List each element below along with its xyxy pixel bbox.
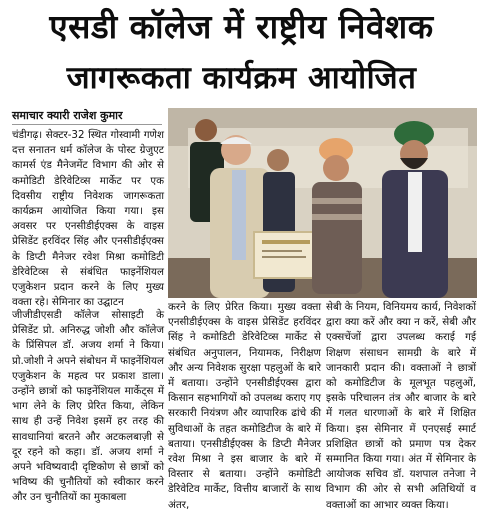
person-center-head [267,149,289,171]
certificate [254,232,318,278]
photo-illustration [168,108,477,298]
person-student-head [323,155,349,181]
certificate-title-line [262,240,310,244]
person-left-head [195,119,217,141]
person-right-shirt [408,172,422,252]
byline: समाचार क्यारी राजेश कुमार [12,108,162,125]
headline-line-1: एसडी कॉलेज में राष्ट्रीय निवेशक [49,7,434,46]
certificate-presentation-photo [168,108,477,298]
article-column-1-bottom: जीजीडीएसडी कॉलेज सोसाइटी के प्रेसिडेंट प्रो. अनिरुद्ध जोशी और कॉलेज के प्रिंसिपल डॉ. अजय शर्मा ने किया। प्रो.जोशी ने अपने संबोधन में फाइनेंशियल एजुकेशन के महत्व पर प्रकाश डाला। उन्होंने छात्रों को फाइनेंशियल मार्केट्स में भाग लेने के लिए प्रेरित किया, लेकिन साथ ही उन्हें निवेश इसमें हर तरह की सावधानियां बरतने और अटकलबाज़ी से दूर रहने को कहा। डॉ. अजय शर्मा ने अपने भविष्यवादी दृष्टिकोण से छात्रों को भविष्य की चुनौतियों को स्वीकार करने और उन चुनौतियों का मुकाबला [12,309,164,504]
headline-line-2: जागरूकता कार्यक्रम आयोजित [66,60,417,96]
certificate-text-line [262,256,306,258]
article-column-1-top: चंडीगढ़। सेक्टर-32 स्थित गोस्वामी गणेश दत्त सनातन धर्म कॉलेज के पोस्ट ग्रेजुएट कामर्स एंड मैनेजमेंट विभाग की ओर से कमोडिटी डेरिवेटिव्स मार्केट पर एक दिवसीय राष्ट्रीय निवेशक जागरूकता कार्यक्रम आयोजित किया गया। इस अवसर पर एनसीडीईएक्स के वाइस प्रेसिडेंट हरविंदर सिंह और एनसीडीईएक्स के डिप्टी मैनेजर रवेश मिश्रा कमोडिटी डेरिवेटिव्स से संबंधित फाइनेंशियल एजुकेशन प्रदान करने के लिए मुख्य वक्ता रहे। सेमिनार का उद्घाटन [12,129,164,309]
article-column-2: करने के लिए प्रेरित किया। मुख्य वक्ता एनसीडीईएक्स के वाइस प्रेसिडेंट हरविंदर सिंह ने कमोडिटी डेरिवेटिव्स मार्केट से संबंधित अनुपालन, नियामक, निरीक्षण और अन्य निवेशक सुरक्षा पहलुओं के बारे में बताया। उन्होंने एनसीडीईएक्स द्वारा किसान सहभागियों को उपलब्ध कराए गए सरकारी नियंत्रण और व्यापारिक ढांचे की सुविधाओं के तहत कमोडिटीज के बारे में बताया। एनसीडीईएक्स के डिप्टी मैनेजर रवेश मिश्रा ने इस बाजार के बारे में विस्तार से बताया। उन्होंने कमोडिटी डेरिवेटिव मार्केट, वित्तीय बाजारों के साथ अंतर, [168,301,321,511]
article-column-3: सेबी के नियम, विनियमय कार्य, निवेशकों द्वारा क्या करें और क्या न करें, सेबी और एक्सचेंजों द्वारा उपलब्ध कराई गई शिक्षण संसाधन सामग्री के बारे में जानकारी प्रदान की। वक्ताओं ने छात्रों को कमोडिटीज के मूलभूत पहलुओं, इसके परिचालन तंत्र और बाजार के बारे में गलत धारणाओं के बारे में शिक्षित किया। इस सेमिनार में एनएसई स्मार्ट प्रशिक्षित छात्रों को प्रमाण पत्र देकर सम्मानित किया गया। अंत में सेमिनार के आयोजक सचिव डॉ. यशपाल तनेजा ने विभाग की ओर से सभी अतिथियों व वक्ताओं का आभार व्यक्त किया। [326,301,476,511]
certificate-text-line [262,250,302,252]
person-elder-shirt [232,170,246,260]
